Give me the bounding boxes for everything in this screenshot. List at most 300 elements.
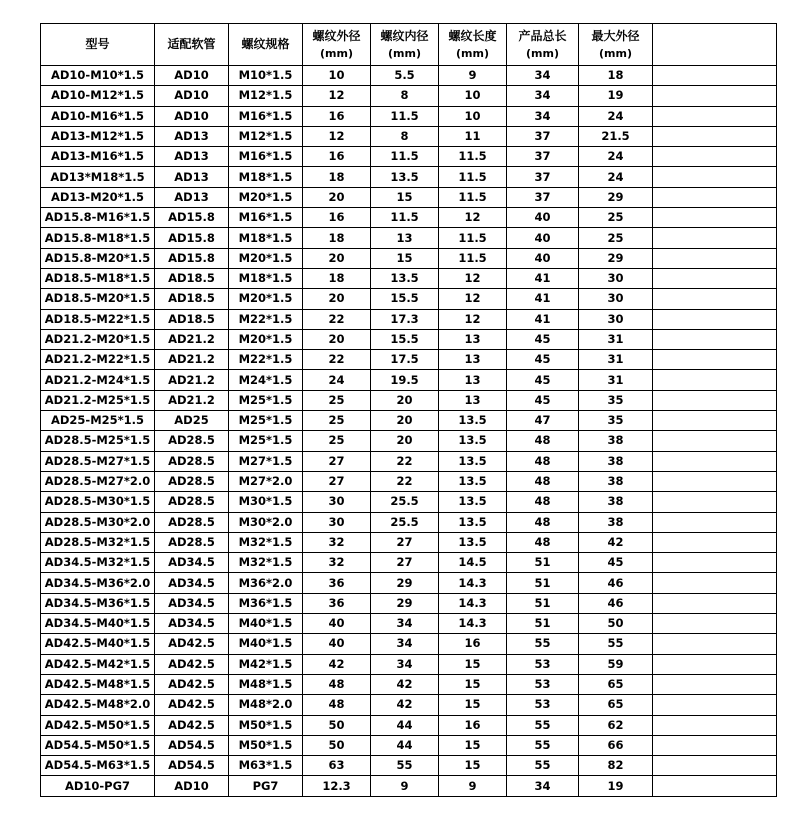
table-row [41, 715, 777, 735]
table-row [41, 776, 777, 796]
table-cell: M20*1.5 [229, 248, 303, 268]
table-cell: AD21.2-M25*1.5 [41, 390, 155, 410]
table-cell: 38 [579, 471, 653, 491]
table-cell: 44 [371, 715, 439, 735]
table-cell: AD54.5 [155, 735, 229, 755]
table-cell: AD18.5-M22*1.5 [41, 309, 155, 329]
table-cell: 34 [371, 614, 439, 634]
table-cell: 29 [371, 593, 439, 613]
table-row [41, 167, 777, 187]
table-cell: 20 [303, 187, 371, 207]
table-cell [653, 532, 777, 552]
table-cell [653, 268, 777, 288]
column-header [41, 24, 155, 66]
column-header [303, 24, 371, 66]
table-cell: AD10 [155, 66, 229, 86]
table-cell: 22 [371, 451, 439, 471]
table-cell: M48*1.5 [229, 674, 303, 694]
table-cell: M18*1.5 [229, 167, 303, 187]
table-cell: 12 [303, 86, 371, 106]
column-header-unit: (mm) [526, 46, 559, 60]
table-cell: 13.5 [439, 411, 507, 431]
table-cell: 10 [439, 86, 507, 106]
table-cell [653, 471, 777, 491]
table-cell: M40*1.5 [229, 634, 303, 654]
table-cell: 10 [439, 106, 507, 126]
table-cell: 65 [579, 695, 653, 715]
table-cell: AD42.5-M40*1.5 [41, 634, 155, 654]
column-header [371, 24, 439, 66]
table-cell [653, 228, 777, 248]
table-cell [653, 593, 777, 613]
table-cell: 11.5 [439, 147, 507, 167]
table-cell: M30*1.5 [229, 492, 303, 512]
table-row [41, 735, 777, 755]
table-cell: M25*1.5 [229, 431, 303, 451]
table-cell: 11.5 [439, 248, 507, 268]
table-cell: 37 [507, 187, 579, 207]
table-cell: 30 [303, 512, 371, 532]
table-cell: 31 [579, 329, 653, 349]
column-header-unit: (mm) [320, 46, 353, 60]
table-cell: M36*2.0 [229, 573, 303, 593]
table-cell: 48 [507, 492, 579, 512]
table-cell [653, 756, 777, 776]
table-cell: 45 [507, 370, 579, 390]
table-cell [653, 309, 777, 329]
column-header-title: 螺纹规格 [241, 37, 290, 51]
table-cell: 16 [303, 106, 371, 126]
table-cell: 41 [507, 268, 579, 288]
table-cell: 15 [371, 187, 439, 207]
table-cell: AD15.8-M18*1.5 [41, 228, 155, 248]
table-cell: 18 [579, 66, 653, 86]
table-cell: AD28.5-M27*1.5 [41, 451, 155, 471]
table-cell [653, 187, 777, 207]
table-cell: 51 [507, 593, 579, 613]
table-cell: M22*1.5 [229, 350, 303, 370]
table-row [41, 471, 777, 491]
table-cell: M42*1.5 [229, 654, 303, 674]
table-cell: 45 [507, 329, 579, 349]
table-cell: 38 [579, 451, 653, 471]
table-row [41, 208, 777, 228]
table-cell: AD34.5 [155, 593, 229, 613]
table-cell: 14.3 [439, 614, 507, 634]
table-cell: 5.5 [371, 66, 439, 86]
table-cell: 13.5 [439, 512, 507, 532]
table-cell: AD28.5-M32*1.5 [41, 532, 155, 552]
table-cell: M16*1.5 [229, 106, 303, 126]
table-cell [653, 289, 777, 309]
table-cell: AD10-M16*1.5 [41, 106, 155, 126]
table-row [41, 126, 777, 146]
table-cell: 22 [303, 350, 371, 370]
table-cell: 19.5 [371, 370, 439, 390]
table-cell: AD13-M16*1.5 [41, 147, 155, 167]
table-cell: 15 [439, 695, 507, 715]
table-cell: AD15.8-M20*1.5 [41, 248, 155, 268]
table-cell: 30 [579, 289, 653, 309]
table-cell: AD10 [155, 776, 229, 796]
table-cell: 19 [579, 86, 653, 106]
table-cell: 27 [303, 471, 371, 491]
table-cell: 8 [371, 126, 439, 146]
table-cell: AD42.5-M42*1.5 [41, 654, 155, 674]
table-cell: 13.5 [439, 532, 507, 552]
table-cell: 11.5 [439, 187, 507, 207]
table-cell: AD28.5 [155, 492, 229, 512]
table-cell: 24 [303, 370, 371, 390]
table-cell: AD54.5-M63*1.5 [41, 756, 155, 776]
table-cell: AD28.5 [155, 471, 229, 491]
table-cell: 25 [579, 228, 653, 248]
table-cell: AD13 [155, 167, 229, 187]
table-cell [653, 208, 777, 228]
table-cell: 44 [371, 735, 439, 755]
table-cell: 12.3 [303, 776, 371, 796]
table-cell: M63*1.5 [229, 756, 303, 776]
table-cell: AD13-M20*1.5 [41, 187, 155, 207]
table-cell: 13.5 [439, 451, 507, 471]
table-cell: AD34.5 [155, 614, 229, 634]
table-row [41, 66, 777, 86]
table-cell: M50*1.5 [229, 735, 303, 755]
table-cell: 53 [507, 695, 579, 715]
table-cell: AD10 [155, 106, 229, 126]
table-cell: 24 [579, 106, 653, 126]
table-cell: 25 [579, 208, 653, 228]
column-header [653, 24, 777, 66]
table-cell: AD15.8-M16*1.5 [41, 208, 155, 228]
table-cell: 15 [371, 248, 439, 268]
table-cell: 47 [507, 411, 579, 431]
table-cell: 34 [371, 634, 439, 654]
table-cell: 40 [507, 228, 579, 248]
table-row [41, 187, 777, 207]
table-cell: 42 [371, 674, 439, 694]
table-cell: 51 [507, 573, 579, 593]
table-cell: M40*1.5 [229, 614, 303, 634]
table-row [41, 86, 777, 106]
table-cell: 36 [303, 573, 371, 593]
table-cell: M48*2.0 [229, 695, 303, 715]
table-cell: 41 [507, 289, 579, 309]
table-cell: 14.3 [439, 593, 507, 613]
table-cell: AD18.5 [155, 309, 229, 329]
table-cell: 37 [507, 126, 579, 146]
table-cell: AD42.5-M48*1.5 [41, 674, 155, 694]
table-cell: M32*1.5 [229, 553, 303, 573]
table-cell: 34 [507, 66, 579, 86]
table-row [41, 248, 777, 268]
table-cell: 30 [303, 492, 371, 512]
table-cell: 35 [579, 390, 653, 410]
table-header [41, 24, 777, 66]
table-cell: 48 [507, 471, 579, 491]
table-cell: 29 [371, 573, 439, 593]
table-cell: M18*1.5 [229, 228, 303, 248]
table-cell: 25 [303, 431, 371, 451]
table-cell: AD28.5 [155, 512, 229, 532]
table-row [41, 756, 777, 776]
table-cell: M36*1.5 [229, 593, 303, 613]
table-cell [653, 776, 777, 796]
table-cell: M20*1.5 [229, 289, 303, 309]
table-cell [653, 654, 777, 674]
table-cell: M12*1.5 [229, 126, 303, 146]
table-cell: 50 [303, 735, 371, 755]
table-cell: 15.5 [371, 329, 439, 349]
table-cell: 27 [371, 553, 439, 573]
table-cell: AD21.2-M24*1.5 [41, 370, 155, 390]
table-cell: 16 [439, 715, 507, 735]
table-cell: 15 [439, 674, 507, 694]
table-cell: AD28.5 [155, 431, 229, 451]
table-cell: 38 [579, 512, 653, 532]
table-cell [653, 573, 777, 593]
table-cell: AD21.2 [155, 390, 229, 410]
table-cell: AD21.2 [155, 370, 229, 390]
table-cell: M16*1.5 [229, 208, 303, 228]
table-cell: 45 [507, 350, 579, 370]
table-cell: 35 [579, 411, 653, 431]
table-cell [653, 492, 777, 512]
table-cell: AD42.5 [155, 634, 229, 654]
table-cell: 82 [579, 756, 653, 776]
table-cell: 50 [303, 715, 371, 735]
table-cell: AD21.2-M22*1.5 [41, 350, 155, 370]
table-row [41, 634, 777, 654]
table-cell: 53 [507, 674, 579, 694]
table-cell: 38 [579, 492, 653, 512]
table-cell: 25 [303, 411, 371, 431]
column-header [507, 24, 579, 66]
table-cell: 20 [303, 248, 371, 268]
table-cell [653, 634, 777, 654]
table-cell: 31 [579, 350, 653, 370]
table-cell: 13 [439, 390, 507, 410]
table-cell [653, 329, 777, 349]
table-cell [653, 695, 777, 715]
table-cell: 66 [579, 735, 653, 755]
table-cell: AD21.2 [155, 329, 229, 349]
table-cell: 18 [303, 268, 371, 288]
table-cell: 55 [371, 756, 439, 776]
table-cell [653, 411, 777, 431]
table-cell: 55 [507, 756, 579, 776]
table-cell: 20 [303, 329, 371, 349]
table-cell [653, 370, 777, 390]
table-cell: 24 [579, 147, 653, 167]
table-cell: 25.5 [371, 512, 439, 532]
table-cell: 40 [507, 208, 579, 228]
table-row [41, 674, 777, 694]
table-cell: 48 [303, 674, 371, 694]
table-cell: 42 [579, 532, 653, 552]
table-row [41, 228, 777, 248]
table-row [41, 268, 777, 288]
table-cell: 18 [303, 167, 371, 187]
table-cell: 11.5 [371, 106, 439, 126]
header-row [41, 24, 777, 66]
table-cell: 53 [507, 654, 579, 674]
table-cell: 24 [579, 167, 653, 187]
column-header-unit: (mm) [456, 46, 489, 60]
table-cell: 34 [507, 86, 579, 106]
table-cell: 11.5 [371, 147, 439, 167]
table-cell: AD28.5-M27*2.0 [41, 471, 155, 491]
table-cell: AD21.2-M20*1.5 [41, 329, 155, 349]
table-cell: 12 [439, 289, 507, 309]
table-cell: 20 [371, 390, 439, 410]
table-cell: AD10-PG7 [41, 776, 155, 796]
table-cell: 11.5 [371, 208, 439, 228]
table-cell: M24*1.5 [229, 370, 303, 390]
table-cell: AD34.5-M36*2.0 [41, 573, 155, 593]
table-cell: 29 [579, 187, 653, 207]
table-cell: 30 [579, 309, 653, 329]
table-row [41, 411, 777, 431]
table-cell: 16 [303, 208, 371, 228]
table-cell: 37 [507, 147, 579, 167]
table-cell: 13.5 [371, 268, 439, 288]
table-cell: 55 [507, 634, 579, 654]
table-cell: M22*1.5 [229, 309, 303, 329]
table-row [41, 593, 777, 613]
table-cell: 55 [507, 715, 579, 735]
table-row [41, 147, 777, 167]
table-cell: 12 [439, 208, 507, 228]
table-cell: 8 [371, 86, 439, 106]
table-cell: 14.5 [439, 553, 507, 573]
table-cell [653, 553, 777, 573]
table-cell: AD10 [155, 86, 229, 106]
table-cell: 15 [439, 756, 507, 776]
table-cell: AD18.5-M18*1.5 [41, 268, 155, 288]
table-row [41, 329, 777, 349]
table-row [41, 106, 777, 126]
table-cell: AD34.5-M40*1.5 [41, 614, 155, 634]
table-cell: 32 [303, 532, 371, 552]
table-cell: AD34.5-M36*1.5 [41, 593, 155, 613]
column-header [155, 24, 229, 66]
table-cell: AD25-M25*1.5 [41, 411, 155, 431]
table-cell: 27 [303, 451, 371, 471]
table-cell: 45 [579, 553, 653, 573]
table-cell: 20 [303, 289, 371, 309]
table-cell [653, 715, 777, 735]
table-cell [653, 390, 777, 410]
table-cell: 50 [579, 614, 653, 634]
column-header-title: 螺纹长度 [448, 28, 497, 43]
table-cell: 9 [439, 66, 507, 86]
table-cell [653, 248, 777, 268]
table-cell [653, 735, 777, 755]
table-cell: 36 [303, 593, 371, 613]
table-cell: AD18.5 [155, 289, 229, 309]
column-header-title: 型号 [85, 37, 110, 51]
table-cell: M16*1.5 [229, 147, 303, 167]
table-cell: 9 [439, 776, 507, 796]
table-cell: 20 [371, 411, 439, 431]
table-cell: AD13 [155, 187, 229, 207]
table-cell: M18*1.5 [229, 268, 303, 288]
table-cell: PG7 [229, 776, 303, 796]
table-cell: 42 [303, 654, 371, 674]
table-cell: 22 [303, 309, 371, 329]
table-cell [653, 66, 777, 86]
table-cell [653, 431, 777, 451]
table-row [41, 431, 777, 451]
table-cell: 45 [507, 390, 579, 410]
table-cell: 20 [371, 431, 439, 451]
table-cell: 13.5 [439, 471, 507, 491]
table-cell: 25 [303, 390, 371, 410]
table-cell [653, 451, 777, 471]
table-cell [653, 614, 777, 634]
table-row [41, 289, 777, 309]
table-cell: 12 [439, 268, 507, 288]
table-cell: 16 [439, 634, 507, 654]
table-cell: AD15.8 [155, 248, 229, 268]
column-header [229, 24, 303, 66]
table-cell: 55 [507, 735, 579, 755]
table-row [41, 451, 777, 471]
table-cell: 48 [507, 512, 579, 532]
table-cell: 15 [439, 735, 507, 755]
table-cell: 34 [507, 106, 579, 126]
table-cell: 25.5 [371, 492, 439, 512]
table-cell: 13.5 [439, 431, 507, 451]
table-row [41, 390, 777, 410]
table-cell [653, 86, 777, 106]
table-cell: 37 [507, 167, 579, 187]
table-cell: 48 [303, 695, 371, 715]
table-cell: M20*1.5 [229, 187, 303, 207]
table-cell [653, 350, 777, 370]
table-cell: 65 [579, 674, 653, 694]
table-cell: AD10-M12*1.5 [41, 86, 155, 106]
table-row [41, 553, 777, 573]
table-cell: AD28.5 [155, 532, 229, 552]
table-cell: 16 [303, 147, 371, 167]
table-cell: 13 [439, 329, 507, 349]
table-cell: 48 [507, 451, 579, 471]
table-row [41, 492, 777, 512]
table-cell: AD18.5-M20*1.5 [41, 289, 155, 309]
table-row [41, 532, 777, 552]
table-cell: 46 [579, 573, 653, 593]
table-cell: 21.5 [579, 126, 653, 146]
table-cell: 38 [579, 431, 653, 451]
table-cell: 31 [579, 370, 653, 390]
table-cell: M32*1.5 [229, 532, 303, 552]
table-cell: 32 [303, 553, 371, 573]
table-cell: 13.5 [439, 492, 507, 512]
table-row [41, 370, 777, 390]
table-cell: 42 [371, 695, 439, 715]
table-cell: M50*1.5 [229, 715, 303, 735]
column-header-unit: (mm) [388, 46, 421, 60]
table-cell: AD28.5-M25*1.5 [41, 431, 155, 451]
table-cell: AD28.5 [155, 451, 229, 471]
column-header [439, 24, 507, 66]
table-row [41, 309, 777, 329]
table-cell: AD54.5 [155, 756, 229, 776]
table-cell: AD13*M18*1.5 [41, 167, 155, 187]
table-cell: AD13 [155, 147, 229, 167]
